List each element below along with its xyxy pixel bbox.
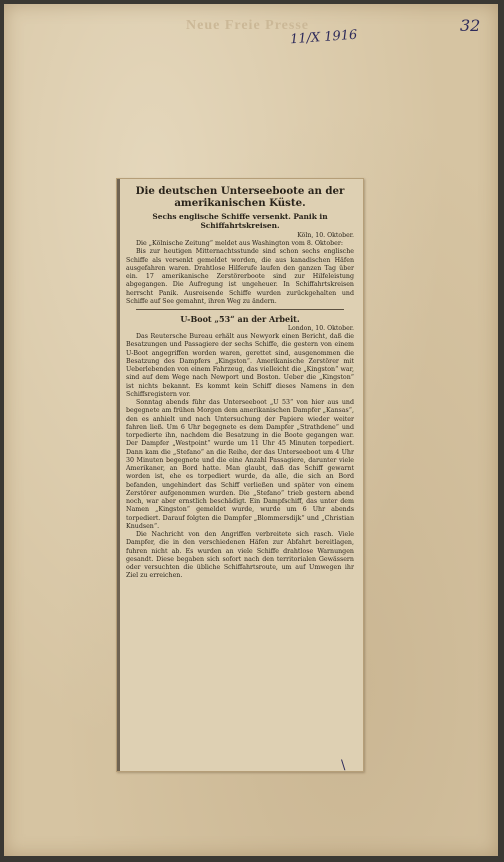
handwritten-end-mark: \ [341,758,346,773]
article-paragraph: Das Reutersche Bureau erhält aus Newyork einen Bericht, daß die Besatzungen und Passagiere der sechs Schiffe, die gestern von einem U-Boot angegriffen worden waren, gerettet sind, ausgenommen die Besatzung des Dampfers „Kingston“. Amerikanische Zerstörer mit Ueberlebenden von einem Fahrzeug, das vielleicht die „Kingston“ war, sind auf dem Wege nach Newport und Boston. Ueber die „Kingston“ ist nichts bekannt. Es kommt kein Schiff dieses Namens in den Schiffsregistern vor. [126,333,354,398]
article-subhead: Sechs englische Schiffe versenkt. Panik in Schiffahrtskreisen. [152,212,328,230]
article-dateline-cologne: Köln, 10. Oktober. [297,232,354,239]
clipping-edge-shadow [117,179,120,771]
section-divider [136,309,344,310]
article-dateline-london: London, 10. Oktober. [287,325,354,332]
handwritten-date: 11/X 1916 [289,27,358,48]
archive-stamp: Neue Freie Presse [186,18,309,33]
article-paragraph: Die „Kölnische Zeitung“ meldet aus Washington vom 8. Oktober: [136,240,344,247]
handwritten-page-number: 32 [460,16,481,35]
newspaper-clipping [116,178,364,772]
article-paragraph: Die Nachricht von den Angriffen verbreitete sich rasch. Viele Dampfer, die in den verschiedenen Häfen zur Abfahrt bereitlagen, fuhren nicht ab. Es wurden an viele Schiffe drahtlose Warnungen gesandt. Diese begaben sich sofort nach den territorialen Gewässern oder versuchten die übliche Schiffahrtsroute, um auf Umwegen ihr Ziel zu erreichen. [126,531,354,580]
article-paragraph: Sonntag abends führ das Unterseeboot „U 53“ von hier aus und begegnete am frühen Morgen dem amerikanischen Dampfer „Kansas“, den es anhielt und nach Untersuchung der Papiere wieder weiter fahren ließ. Um 6 Uhr begegnete es dem Dampfer „Strathdene“ und torpedierte ihn, nachdem die Besatzung in die Boote gegangen war. Der Dampfer „Westpoint“ wurde um 11 Uhr 45 Minuten torpediert. Dann kam die „Stefano“ an die Reihe, der das Unterseeboot um 4 Uhr 30 Minuten begegnete und die eine Anzahl Passagiere, darunter viele Amerikaner, an Bord hatte. Man glaubt, daß das Schiff gewarnt worden ist, ehe es torpediert wurde, da alle, die sich an Bord befanden, ungehindert das Schiff verließen und später von einem Zerstörer aufgenommen wurden. Die „Stefano“ trieb gestern abend noch, war aber ernstlich beschädigt. Ein Dampfschiff, das unter dem Namen „Kingston“ gemeldet wurde, wurde um 6 Uhr abends torpediert. Darauf folgten die Dampfer „Blommersdijk“ und „Christian Knudsen“. [126,399,354,530]
section-title: U-Boot „53“ an der Arbeit. [180,314,300,324]
article-headline: Die deutschen Unterseeboote an der amerikanischen Küste. [135,185,345,209]
article-paragraph: Bis zur heutigen Mitternachtsstunde sind schon sechs englische Schiffe als versenkt gemeldet worden, die aus kanadischen Häfen ausgefahren waren. Drahtlose Hilferufe laufen den ganzen Tag über ein. 17 amerikanische Zerstörerboote sind zur Hilfeleistung abgegangen. Die Aufregung ist ungeheuer. In Schiffahrtskreisen herrscht Panik. Ausreisende Schiffe wurden zurückgehalten und Schiffe auf See gemahnt, ihren Weg zu ändern. [126,248,354,305]
